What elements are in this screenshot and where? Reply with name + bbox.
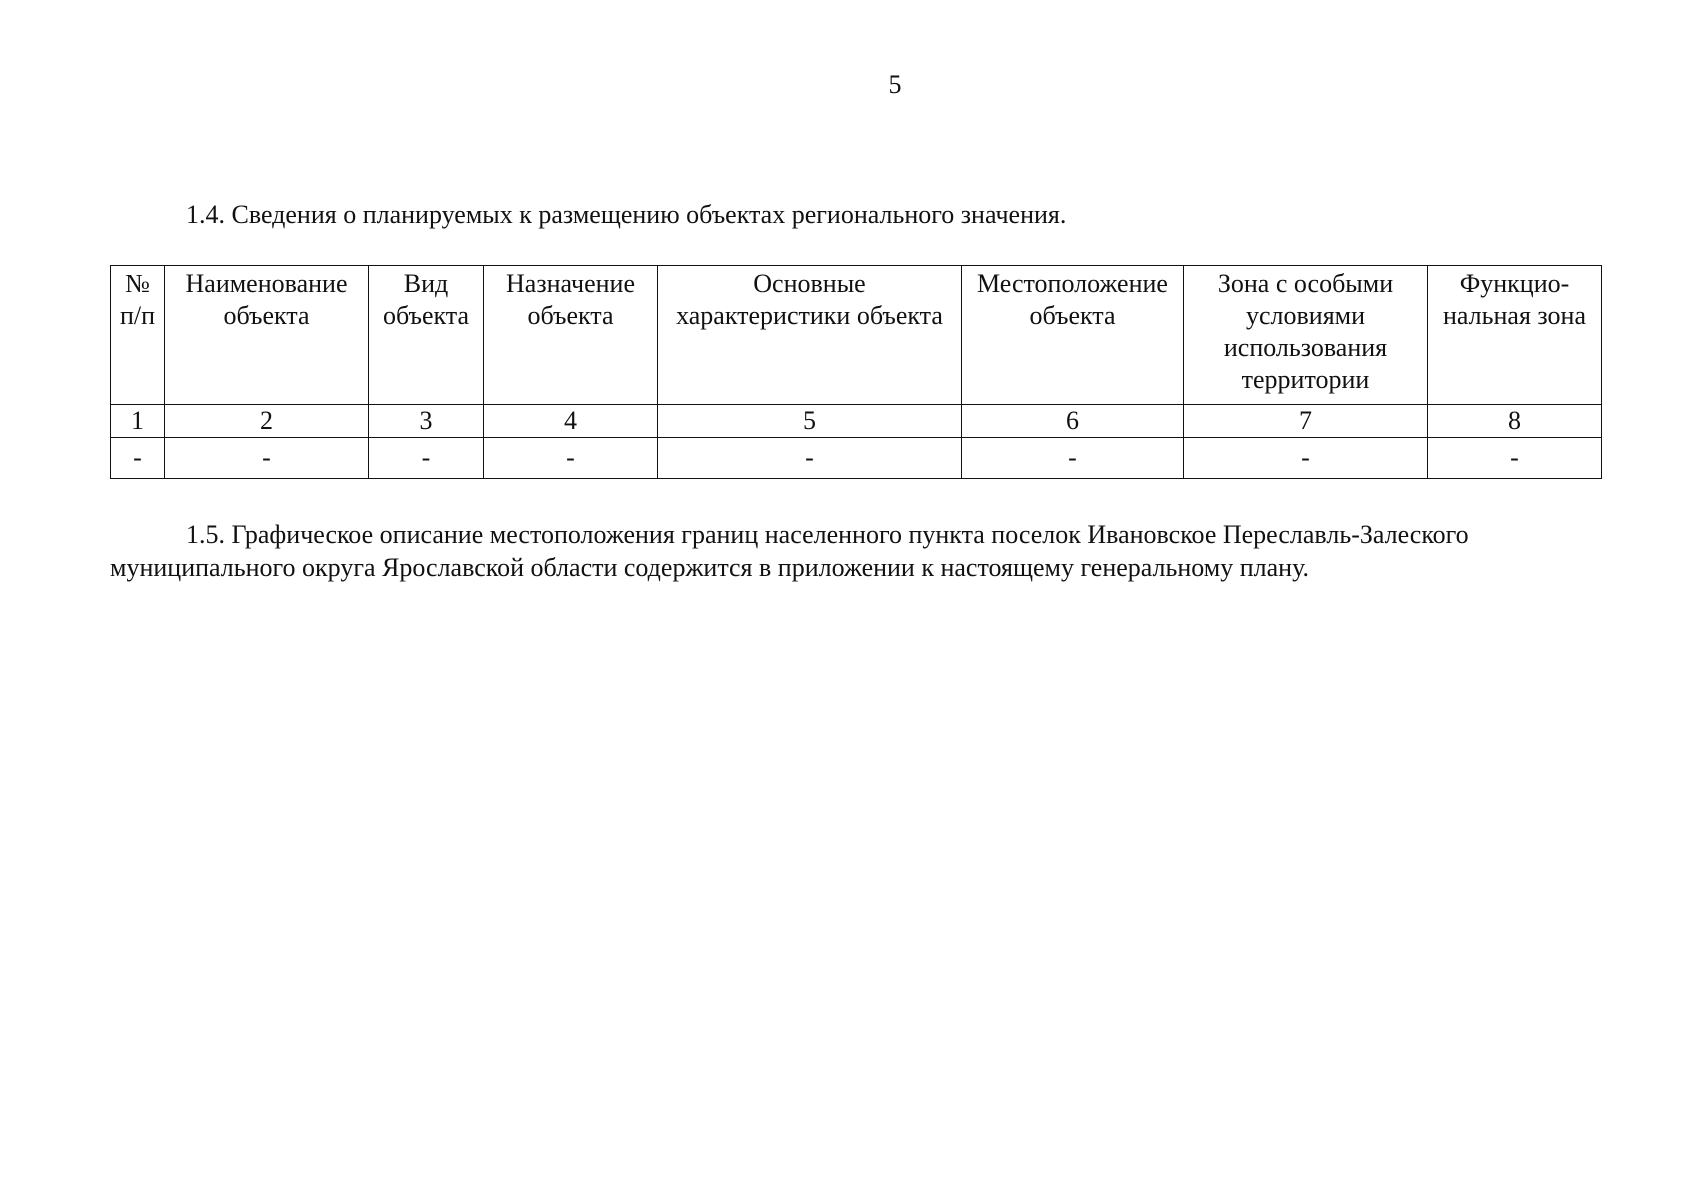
- table-cell: -: [165, 438, 369, 479]
- header-cell-label: Основные характеристики объекта: [676, 269, 943, 330]
- header-cell-characteristics: [658, 266, 962, 405]
- header-cell-label: Наименование объекта: [185, 269, 348, 330]
- table-cell: -: [658, 438, 962, 479]
- table-cell: -: [1184, 438, 1428, 479]
- table-header-row: [111, 266, 1602, 405]
- index-cell: 4: [484, 405, 658, 438]
- header-cell-label: Местоположение объекта: [977, 269, 1168, 330]
- index-cell: 6: [962, 405, 1184, 438]
- header-cell-number: [111, 266, 165, 405]
- table-cell: -: [369, 438, 484, 479]
- header-cell-name: [165, 266, 369, 405]
- header-cell-location: [962, 266, 1184, 405]
- table-cell: -: [111, 438, 165, 479]
- index-cell: 1: [111, 405, 165, 438]
- table-row: [111, 438, 1602, 479]
- section-paragraph-1-5: 1.5. Графическое описание местоположения границ населенного пункта поселок Ивановское Переславль-Залеского муниципального округа Ярославской области содержится в приложении к настоящему генеральному плану.: [110, 520, 1469, 582]
- section-heading-1-4: 1.4. Сведения о планируемых к размещению объектах регионального значения.: [186, 200, 1067, 229]
- index-cell: 2: [165, 405, 369, 438]
- table-cell: -: [1428, 438, 1602, 479]
- header-cell-label: Зона с особыми условиями использования территории: [1217, 269, 1394, 394]
- header-cell-label: Функцио- нальная зона: [1443, 269, 1586, 330]
- header-cell-purpose: [484, 266, 658, 405]
- index-cell: 8: [1428, 405, 1602, 438]
- index-cell: 5: [658, 405, 962, 438]
- header-cell-label: № п/п: [119, 269, 156, 330]
- regional-objects-table: [110, 265, 1602, 479]
- header-cell-label: Назначение объекта: [506, 269, 635, 330]
- table-index-row: [111, 405, 1602, 438]
- index-cell: 3: [369, 405, 484, 438]
- header-cell-label: Вид объекта: [382, 269, 470, 330]
- header-cell-type: [369, 266, 484, 405]
- page-number: 5: [888, 70, 902, 99]
- table-cell: -: [962, 438, 1184, 479]
- index-cell: 7: [1184, 405, 1428, 438]
- header-cell-functional-zone: [1428, 266, 1602, 405]
- header-cell-special-zone: [1184, 266, 1428, 405]
- table-cell: -: [484, 438, 658, 479]
